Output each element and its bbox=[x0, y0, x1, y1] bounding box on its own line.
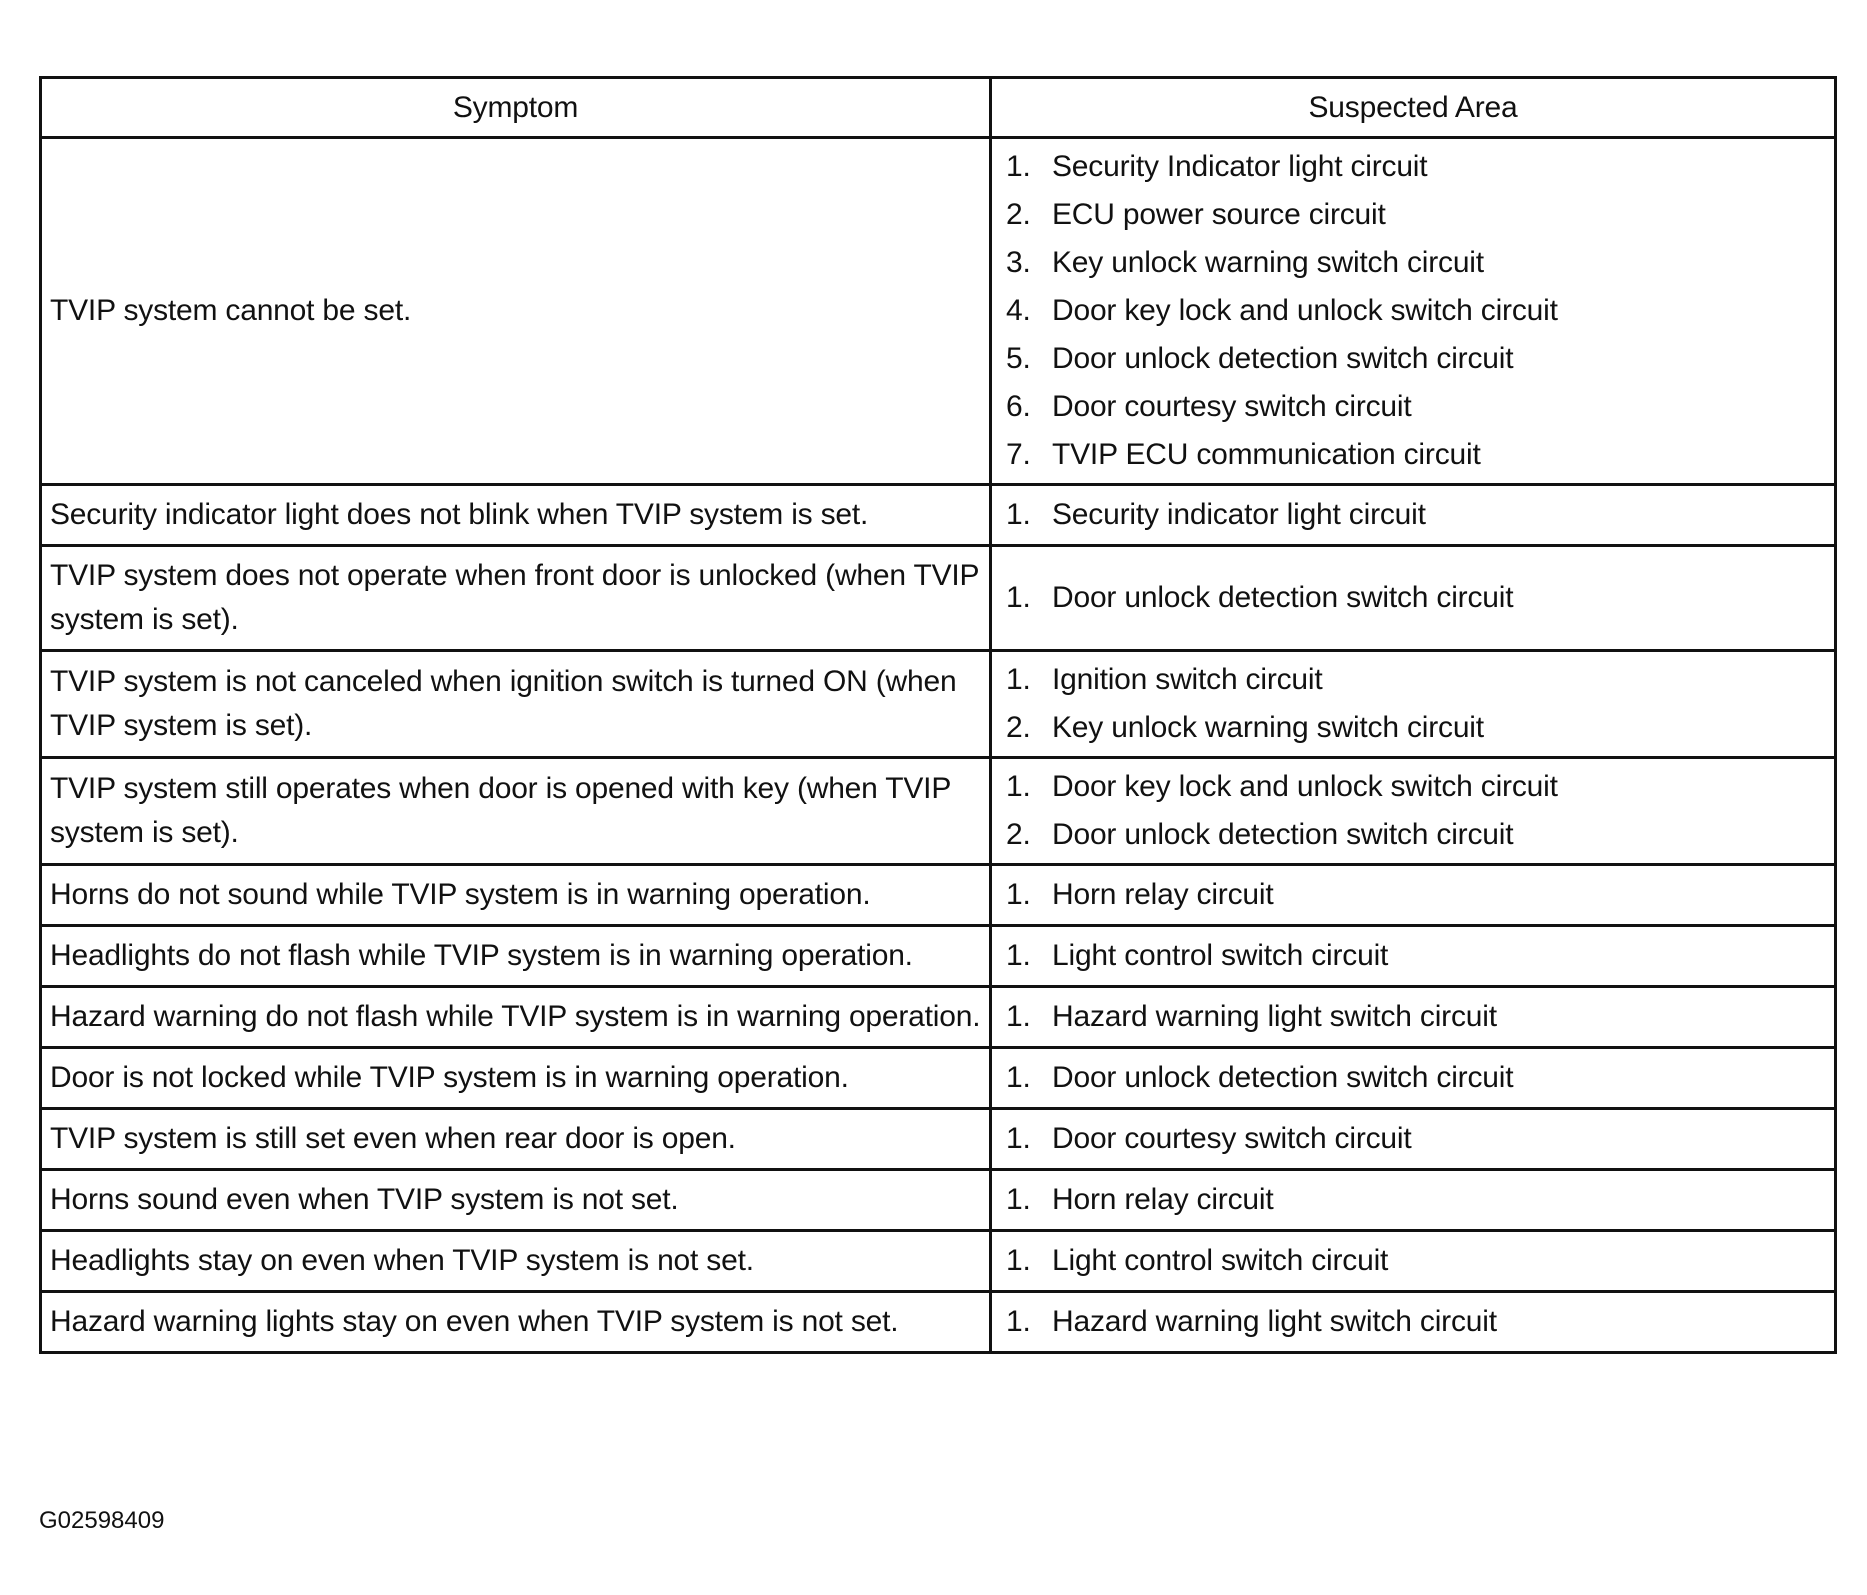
suspected-area-cell bbox=[991, 1231, 1836, 1292]
table-row bbox=[41, 138, 1836, 485]
figure-id: G02598409 bbox=[39, 1507, 165, 1534]
item-text: Door unlock detection switch circuit bbox=[1052, 1061, 1514, 1094]
table-row bbox=[41, 987, 1836, 1048]
symptom-cell: TVIP system cannot be set. bbox=[41, 138, 991, 485]
table-row bbox=[41, 1170, 1836, 1231]
symptom-cell: Hazard warning lights stay on even when TVIP system is not set. bbox=[41, 1292, 991, 1353]
item-text: Door key lock and unlock switch circuit bbox=[1052, 770, 1558, 803]
item-number: 1. bbox=[1006, 770, 1031, 803]
symptom-cell: TVIP system still operates when door is opened with key (when TVIP system is set). bbox=[41, 758, 991, 865]
suspected-area-cell bbox=[991, 1048, 1836, 1109]
item-text: Door unlock detection switch circuit bbox=[1052, 581, 1514, 614]
suspected-area-item bbox=[1006, 143, 1826, 191]
suspected-area-cell bbox=[991, 651, 1836, 758]
table-row bbox=[41, 485, 1836, 546]
suspected-area-item bbox=[1006, 1054, 1826, 1102]
item-number: 5. bbox=[1006, 342, 1031, 375]
table-row bbox=[41, 865, 1836, 926]
symptom-cell: Door is not locked while TVIP system is in warning operation. bbox=[41, 1048, 991, 1109]
suspected-area-cell bbox=[991, 987, 1836, 1048]
symptom-cell: Horns sound even when TVIP system is not set. bbox=[41, 1170, 991, 1231]
suspected-area-item bbox=[1006, 871, 1826, 919]
symptom-cell: Headlights do not flash while TVIP system is in warning operation. bbox=[41, 926, 991, 987]
table-body bbox=[41, 138, 1836, 1353]
item-number: 7. bbox=[1006, 438, 1031, 471]
item-text: Door unlock detection switch circuit bbox=[1052, 818, 1514, 851]
table-row bbox=[41, 926, 1836, 987]
symptom-cell: Horns do not sound while TVIP system is in warning operation. bbox=[41, 865, 991, 926]
suspected-area-item bbox=[1006, 811, 1826, 859]
table-row bbox=[41, 1231, 1836, 1292]
item-number: 3. bbox=[1006, 246, 1031, 279]
item-number: 1. bbox=[1006, 1244, 1031, 1277]
item-text: TVIP ECU communication circuit bbox=[1052, 438, 1481, 471]
suspected-area-item bbox=[1006, 1298, 1826, 1346]
symptom-cell: Security indicator light does not blink when TVIP system is set. bbox=[41, 485, 991, 546]
table-row bbox=[41, 758, 1836, 865]
item-number: 1. bbox=[1006, 1000, 1031, 1033]
suspected-area-item bbox=[1006, 431, 1826, 479]
item-text: Door key lock and unlock switch circuit bbox=[1052, 294, 1558, 327]
suspected-area-item bbox=[1006, 1115, 1826, 1163]
item-number: 1. bbox=[1006, 878, 1031, 911]
suspected-area-item bbox=[1006, 191, 1826, 239]
item-text: Hazard warning light switch circuit bbox=[1052, 1000, 1497, 1033]
item-text: Key unlock warning switch circuit bbox=[1052, 246, 1484, 279]
suspected-area-cell bbox=[991, 138, 1836, 485]
table-row bbox=[41, 1292, 1836, 1353]
suspected-area-cell bbox=[991, 1109, 1836, 1170]
item-number: 6. bbox=[1006, 390, 1031, 423]
suspected-area-item bbox=[1006, 932, 1826, 980]
item-number: 1. bbox=[1006, 1183, 1031, 1216]
suspected-area-cell bbox=[991, 1170, 1836, 1231]
suspected-area-item bbox=[1006, 287, 1826, 335]
suspected-area-cell bbox=[991, 865, 1836, 926]
item-number: 1. bbox=[1006, 1305, 1031, 1338]
suspected-area-item bbox=[1006, 704, 1826, 752]
item-number: 2. bbox=[1006, 198, 1031, 231]
suspected-area-cell bbox=[991, 546, 1836, 651]
suspected-area-cell bbox=[991, 758, 1836, 865]
item-number: 2. bbox=[1006, 711, 1031, 744]
suspected-area-cell bbox=[991, 926, 1836, 987]
suspected-area-item bbox=[1006, 491, 1826, 539]
item-text: Horn relay circuit bbox=[1052, 878, 1274, 911]
symptom-column-header: Symptom bbox=[41, 78, 991, 138]
symptom-cell: Hazard warning do not flash while TVIP system is in warning operation. bbox=[41, 987, 991, 1048]
suspected-area-cell bbox=[991, 485, 1836, 546]
suspected-area-item bbox=[1006, 239, 1826, 287]
suspected-area-item bbox=[1006, 656, 1826, 704]
item-text: Door unlock detection switch circuit bbox=[1052, 342, 1514, 375]
item-text: Light control switch circuit bbox=[1052, 1244, 1389, 1277]
item-text: Door courtesy switch circuit bbox=[1052, 1122, 1412, 1155]
item-number: 1. bbox=[1006, 581, 1031, 614]
suspected-area-column-header: Suspected Area bbox=[991, 78, 1836, 138]
item-text: Security indicator light circuit bbox=[1052, 498, 1426, 531]
suspected-area-item bbox=[1006, 574, 1826, 622]
suspected-area-cell bbox=[991, 1292, 1836, 1353]
table-row bbox=[41, 1109, 1836, 1170]
suspected-area-item bbox=[1006, 993, 1826, 1041]
suspected-area-item bbox=[1006, 1176, 1826, 1224]
item-text: Light control switch circuit bbox=[1052, 939, 1389, 972]
problem-symptoms-table bbox=[39, 76, 1837, 1354]
suspected-area-item bbox=[1006, 335, 1826, 383]
table-row bbox=[41, 651, 1836, 758]
item-number: 1. bbox=[1006, 663, 1031, 696]
suspected-area-item bbox=[1006, 383, 1826, 431]
item-text: Horn relay circuit bbox=[1052, 1183, 1274, 1216]
item-number: 1. bbox=[1006, 939, 1031, 972]
item-text: Security Indicator light circuit bbox=[1052, 150, 1428, 183]
item-text: Key unlock warning switch circuit bbox=[1052, 711, 1484, 744]
item-number: 1. bbox=[1006, 1122, 1031, 1155]
symptom-cell: Headlights stay on even when TVIP system is not set. bbox=[41, 1231, 991, 1292]
table-header-row bbox=[41, 78, 1836, 138]
suspected-area-item bbox=[1006, 1237, 1826, 1285]
item-number: 2. bbox=[1006, 818, 1031, 851]
item-number: 4. bbox=[1006, 294, 1031, 327]
item-text: ECU power source circuit bbox=[1052, 198, 1386, 231]
item-text: Ignition switch circuit bbox=[1052, 663, 1323, 696]
item-text: Hazard warning light switch circuit bbox=[1052, 1305, 1497, 1338]
suspected-area-item bbox=[1006, 763, 1826, 811]
symptom-cell: TVIP system is not canceled when ignition switch is turned ON (when TVIP system is set). bbox=[41, 651, 991, 758]
table-row bbox=[41, 546, 1836, 651]
table-row bbox=[41, 1048, 1836, 1109]
symptom-cell: TVIP system is still set even when rear door is open. bbox=[41, 1109, 991, 1170]
symptom-cell: TVIP system does not operate when front door is unlocked (when TVIP system is set). bbox=[41, 546, 991, 651]
item-text: Door courtesy switch circuit bbox=[1052, 390, 1412, 423]
item-number: 1. bbox=[1006, 1061, 1031, 1094]
item-number: 1. bbox=[1006, 498, 1031, 531]
item-number: 1. bbox=[1006, 150, 1031, 183]
